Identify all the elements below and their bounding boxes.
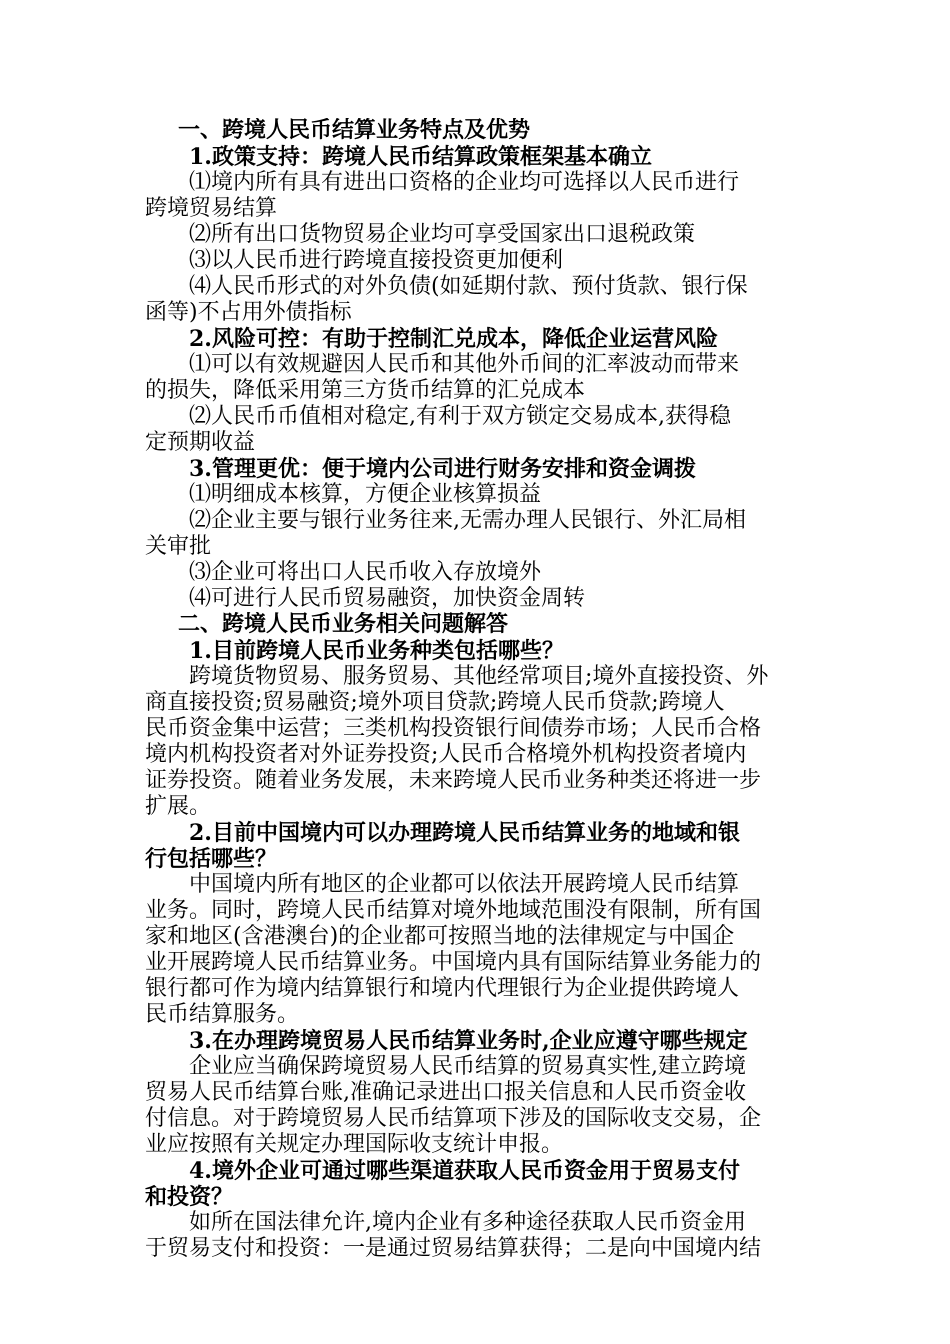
paragraph-line: 中国境内所有地区的企业都可以依法开展跨境人民币结算 [189,872,740,897]
subsection-heading: 行包括哪些？ [145,846,278,872]
paragraph-line: ⑵企业主要与银行业务往来,无需办理人民银行、外汇局相 [189,508,746,533]
paragraph-line: 业应按照有关规定办理国际收支统计申报。 [145,1132,564,1157]
paragraph-line: 于贸易支付和投资：一是通过贸易结算获得；二是向中国境内结 [145,1236,762,1261]
section-heading: 二、跨境人民币业务相关问题解答 [178,612,509,637]
section-heading: 一、跨境人民币结算业务特点及优势 [178,118,531,143]
paragraph-line: 业务。同时，跨境人民币结算对境外地域范围没有限制，所有国 [145,898,762,923]
paragraph-line: 家和地区(含港澳台)的企业都可按照当地的法律规定与中国企 [145,924,735,949]
paragraph-line: 民币结算服务。 [145,1002,300,1027]
paragraph-line: 如所在国法律允许,境内企业有多种途径获取人民币资金用 [189,1210,746,1235]
paragraph-line: 扩展。 [145,794,212,819]
subsection-heading: 和投资？ [145,1184,234,1210]
paragraph-line: 函等)不占用外债指标 [145,300,352,325]
paragraph-line: 证券投资。随着业务发展，未来跨境人民币业务种类还将进一步 [145,768,762,793]
subsection-heading: 3.在办理跨境贸易人民币结算业务时,企业应遵守哪些规定 [189,1028,748,1054]
paragraph-line: ⑴可以有效规避因人民币和其他外币间的汇率波动而带来 [189,352,740,377]
paragraph-line: 业开展跨境人民币结算业务。中国境内具有国际结算业务能力的 [145,950,762,975]
paragraph-line: 企业应当确保跨境贸易人民币结算的贸易真实性,建立跨境 [189,1054,746,1079]
paragraph-line: 银行都可作为境内结算银行和境内代理银行为企业提供跨境人 [145,976,740,1001]
paragraph-line: ⑶以人民币进行跨境直接投资更加便利 [189,248,564,273]
paragraph-line: 贸易人民币结算台账,准确记录进出口报关信息和人民币资金收 [145,1080,746,1105]
subsection-heading: 1.政策支持：跨境人民币结算政策框架基本确立 [189,144,652,170]
paragraph-line: ⑷人民币形式的对外负债(如延期付款、预付货款、银行保 [189,274,748,299]
paragraph-line: 跨境贸易结算 [145,196,278,221]
paragraph-line: ⑷可进行人民币贸易融资，加快资金周转 [189,586,586,611]
paragraph-line: 定预期收益 [145,430,256,455]
paragraph-line: ⑶企业可将出口人民币收入存放境外 [189,560,542,585]
paragraph-line: 跨境货物贸易、服务贸易、其他经常项目;境外直接投资、外 [189,664,769,689]
subsection-heading: 4.境外企业可通过哪些渠道获取人民币资金用于贸易支付 [189,1158,740,1184]
paragraph-line: ⑴明细成本核算，方便企业核算损益 [189,482,542,507]
paragraph-line: ⑵所有出口货物贸易企业均可享受国家出口退税政策 [189,222,696,247]
document-body [145,118,807,1262]
paragraph-line: ⑴境内所有具有进出口资格的企业均可选择以人民币进行 [189,170,740,195]
paragraph-line: 民币资金集中运营；三类机构投资银行间债券市场；人民币合格 [145,716,762,741]
paragraph-line: 境内机构投资者对外证券投资;人民币合格境外机构投资者境内 [145,742,747,767]
subsection-heading: 2.目前中国境内可以办理跨境人民币结算业务的地域和银 [189,820,740,846]
paragraph-line: 关审批 [145,534,212,559]
subsection-heading: 1.目前跨境人民币业务种类包括哪些？ [189,638,564,664]
paragraph-line: 付信息。对于跨境贸易人民币结算项下涉及的国际收支交易，企 [145,1106,762,1131]
paragraph-line: 的损失，降低采用第三方货币结算的汇兑成本 [145,378,586,403]
subsection-heading: 3.管理更优：便于境内公司进行财务安排和资金调拨 [189,456,696,482]
subsection-heading: 2.风险可控：有助于控制汇兑成本，降低企业运营风险 [189,326,718,352]
paragraph-line: ⑵人民币币值相对稳定,有利于双方锁定交易成本,获得稳 [189,404,731,429]
paragraph-line: 商直接投资;贸易融资;境外项目贷款;跨境人民币贷款;跨境人 [145,690,725,715]
